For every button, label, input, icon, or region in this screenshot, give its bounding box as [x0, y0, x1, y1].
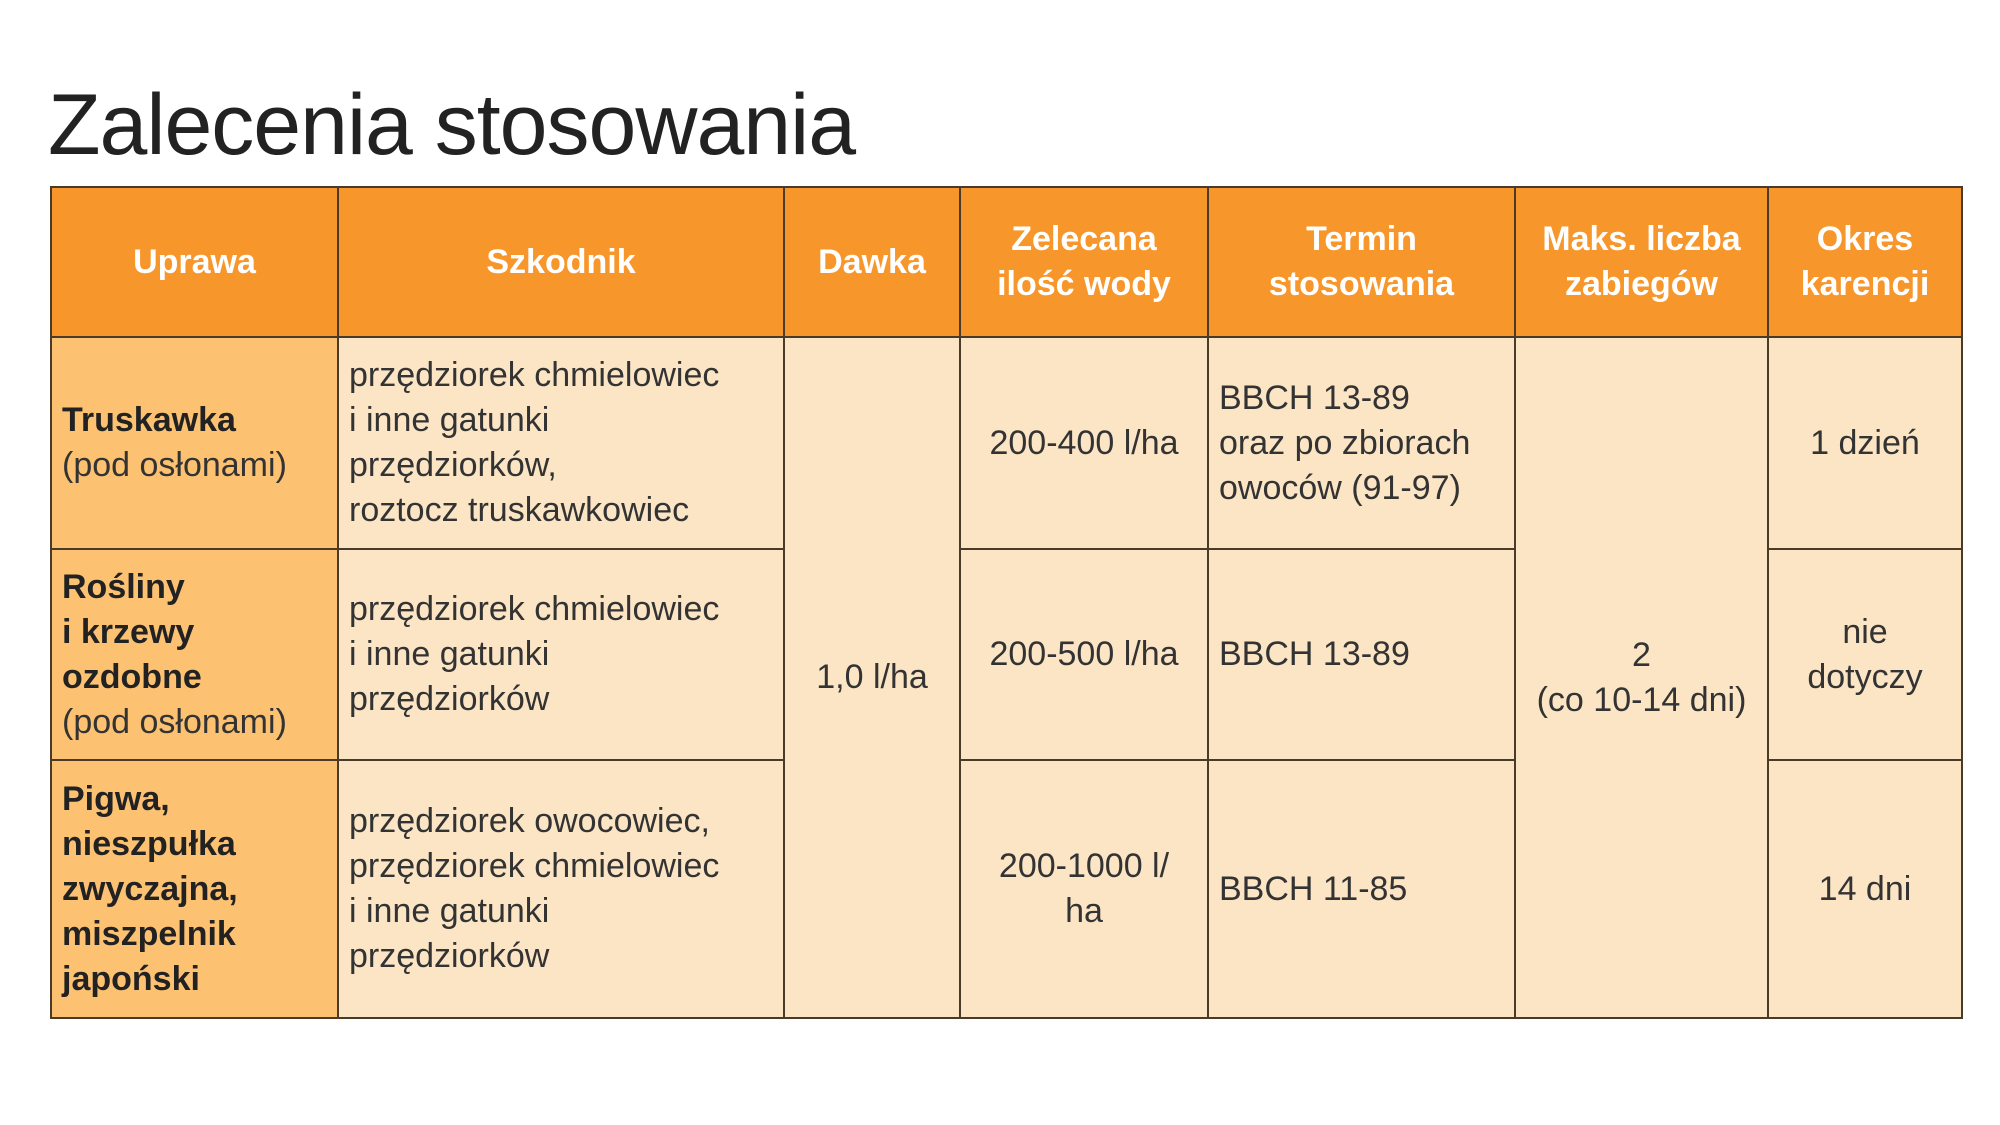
timing-line: BBCH 13-89	[1219, 378, 1410, 417]
timing-cell: BBCH 13-89	[1208, 549, 1515, 760]
water-line: 200-1000 l/	[998, 847, 1170, 885]
dose-cell: 1,0 l/ha	[784, 337, 960, 1018]
max-treatments-interval: (co 10-14 dni)	[1536, 680, 1747, 719]
header-timing-line: stosowania	[1268, 265, 1455, 303]
crop-name: nieszpułka	[62, 824, 236, 863]
max-treatments-cell	[1515, 337, 1768, 1018]
pest-line: i inne gatunki	[349, 401, 550, 439]
withdrawal-cell: 1 dzień	[1768, 337, 1962, 549]
header-water	[960, 187, 1208, 337]
timing-line: owoców (91-97)	[1219, 468, 1461, 507]
crop-cell	[51, 337, 338, 549]
pest-line: przędziorków,	[349, 446, 557, 484]
header-water-line: ilość wody	[997, 265, 1171, 303]
water-cell: 200-400 l/ha	[960, 337, 1208, 549]
table-row	[51, 337, 1962, 549]
pest-line: przędziorek owocowiec,	[349, 802, 710, 840]
pest-line: przędziorków	[349, 680, 550, 718]
water-cell	[960, 760, 1208, 1018]
withdrawal-line: dotyczy	[1807, 657, 1923, 696]
pest-cell	[338, 549, 784, 760]
timing-cell: BBCH 11-85	[1208, 760, 1515, 1018]
pest-line: i inne gatunki	[349, 635, 550, 673]
table-header-row	[51, 187, 1962, 337]
crop-name: miszpelnik	[62, 914, 236, 953]
header-phi-line: Okres	[1816, 220, 1914, 258]
water-line: ha	[1065, 892, 1103, 930]
header-timing	[1208, 187, 1515, 337]
withdrawal-cell: 14 dni	[1768, 760, 1962, 1018]
header-max-treatments	[1515, 187, 1768, 337]
crop-name: ozdobne	[62, 657, 202, 696]
crop-name: Truskawka	[62, 401, 236, 439]
pest-line: przędziorek chmielowiec	[349, 847, 720, 885]
crop-note: (pod osłonami)	[62, 702, 287, 741]
pest-cell	[338, 337, 784, 549]
crop-cell	[51, 549, 338, 760]
timing-cell	[1208, 337, 1515, 549]
crop-name: Rośliny	[62, 567, 185, 606]
pest-cell	[338, 760, 784, 1018]
header-water-line: Zelecana	[1011, 220, 1157, 258]
withdrawal-line: nie	[1842, 612, 1888, 651]
crop-name: japoński	[62, 959, 200, 998]
header-crop: Uprawa	[51, 187, 338, 337]
water-cell: 200-500 l/ha	[960, 549, 1208, 760]
crop-name: Pigwa,	[62, 779, 170, 818]
header-max-line: Maks. liczba	[1542, 220, 1741, 258]
pest-line: i inne gatunki	[349, 892, 550, 930]
crop-note: (pod osłonami)	[62, 446, 287, 484]
header-dose: Dawka	[784, 187, 960, 337]
header-timing-line: Termin	[1306, 220, 1417, 258]
recommendations-table	[50, 186, 1963, 1019]
pest-line: przędziorek chmielowiec	[349, 590, 720, 628]
timing-line: oraz po zbiorach	[1219, 423, 1471, 462]
header-max-line: zabiegów	[1564, 265, 1719, 303]
withdrawal-cell	[1768, 549, 1962, 760]
max-treatments-count: 2	[1632, 635, 1651, 674]
crop-cell	[51, 760, 338, 1018]
header-pest: Szkodnik	[338, 187, 784, 337]
header-withdrawal-period	[1768, 187, 1962, 337]
crop-name: zwyczajna,	[62, 869, 238, 908]
pest-line: przędziorek chmielowiec	[349, 356, 720, 394]
header-phi-line: karencji	[1800, 265, 1930, 303]
pest-line: roztocz truskawkowiec	[349, 491, 690, 529]
crop-name: i krzewy	[62, 612, 195, 651]
pest-line: przędziorków	[349, 937, 550, 975]
page-title: Zalecenia stosowania	[48, 77, 856, 173]
